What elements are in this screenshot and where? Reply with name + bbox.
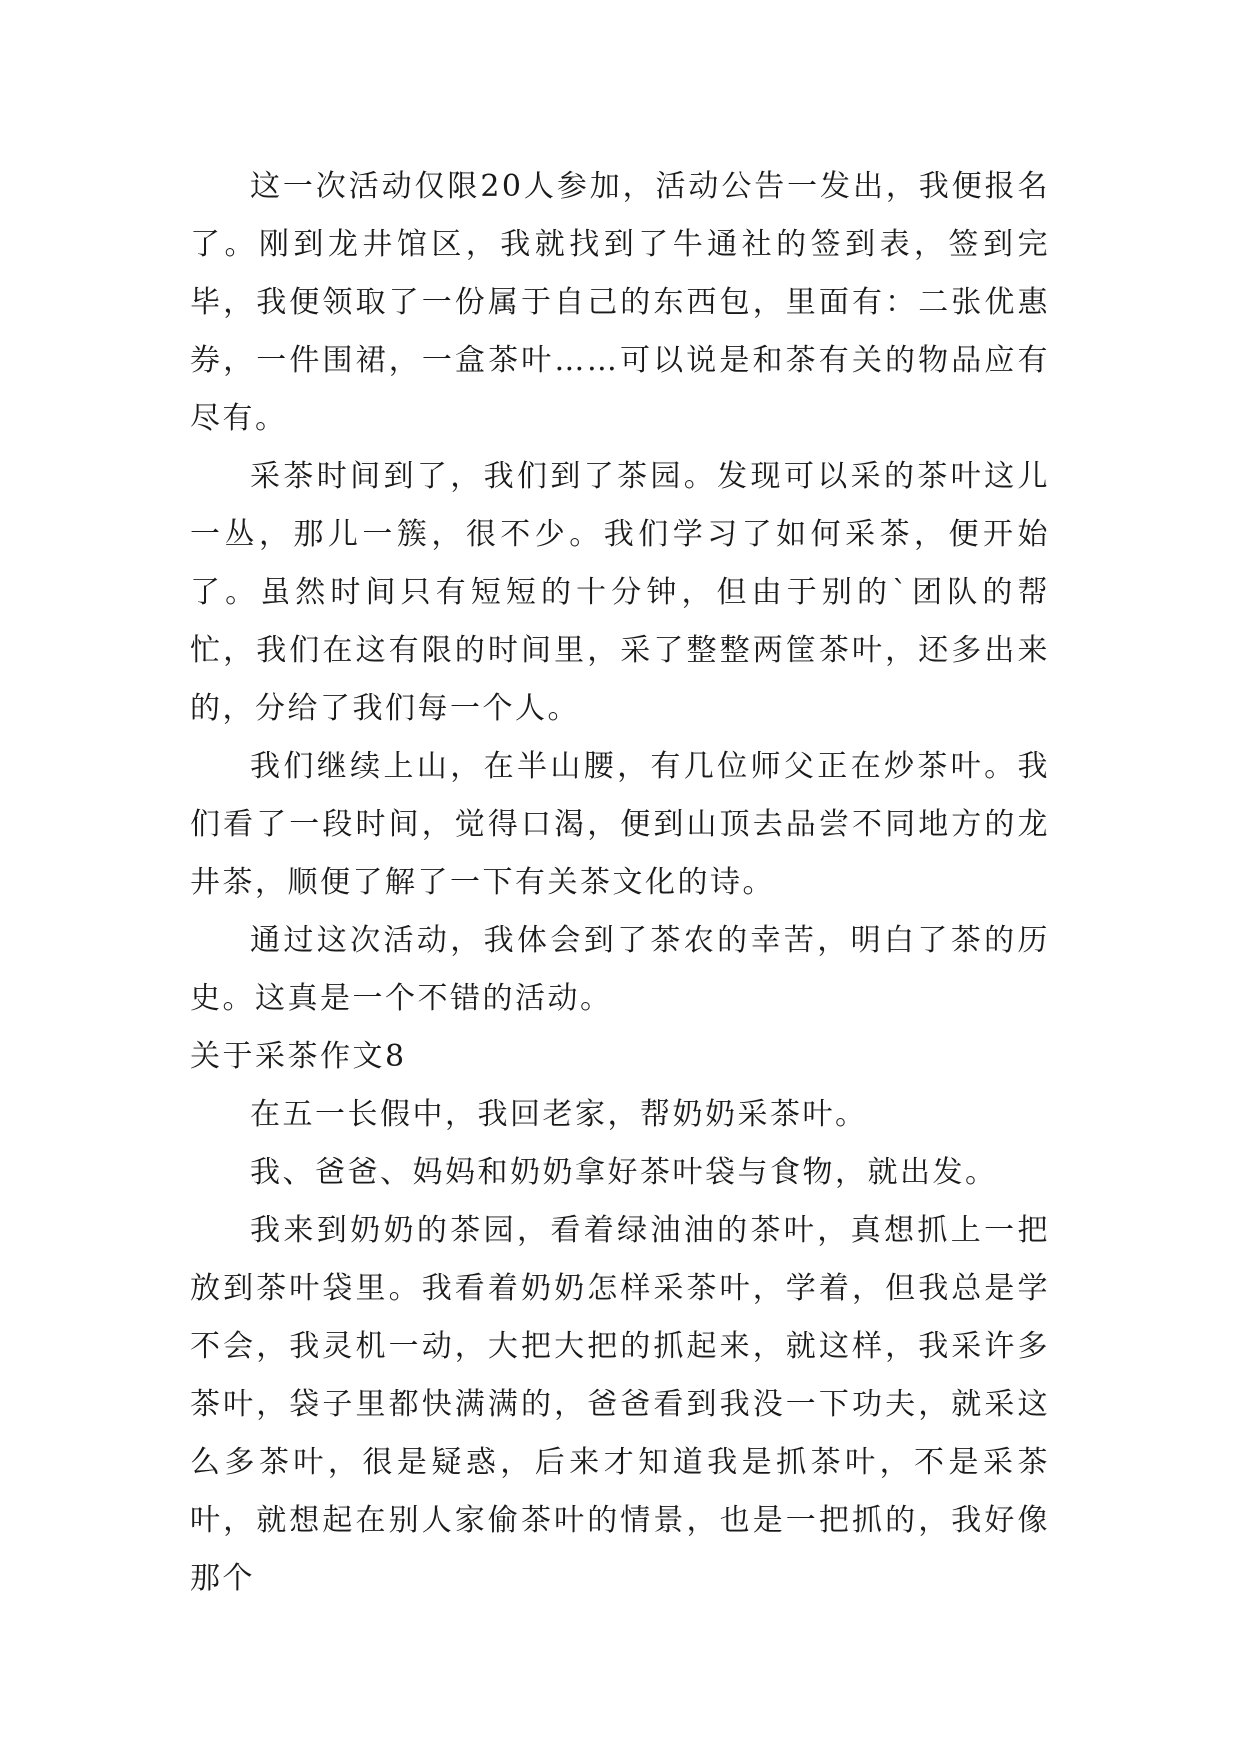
paragraph: 通过这次活动，我体会到了茶农的幸苦，明白了茶的历史。这真是一个不错的活动。 (190, 923, 1050, 1016)
paragraph: 采茶时间到了，我们到了茶园。发现可以采的茶叶这儿一丛，那儿一簇，很不少。我们学习了如何采茶，便开始了。虽然时间只有短短的十分钟，但由于别的`团队的帮忙，我们在这有限的时间里，采了整整两筐茶叶，还多出来的，分给了我们每一个人。 (190, 459, 1050, 726)
paragraph: 在五一长假中，我回老家，帮奶奶采茶叶。 (250, 1097, 868, 1132)
paragraph: 我来到奶奶的茶园，看着绿油油的茶叶，真想抓上一把放到茶叶袋里。我看着奶奶怎样采茶叶，学着，但我总是学不会，我灵机一动，大把大把的抓起来，就这样，我采许多茶叶，袋子里都快满满的，爸爸看到我没一下功夫，就采这么多茶叶，很是疑惑，后来才知道我是抓茶叶，不是采茶叶，就想起在别人家偷茶叶的情景，也是一把抓的，我好像那个 (190, 1213, 1050, 1596)
section-heading: 关于采茶作文8 (190, 1039, 407, 1074)
paragraph: 我、爸爸、妈妈和奶奶拿好茶叶袋与食物，就出发。 (250, 1155, 998, 1190)
paragraph: 这一次活动仅限20人参加，活动公告一发出，我便报名了。刚到龙井馆区，我就找到了牛通社的签到表，签到完毕，我便领取了一份属于自己的东西包，里面有：二张优惠券，一件围裙，一盒茶叶……可以说是和茶有关的物品应有尽有。 (190, 169, 1050, 436)
paragraph: 我们继续上山，在半山腰，有几位师父正在炒茶叶。我们看了一段时间，觉得口渴，便到山顶去品尝不同地方的龙井茶，顺便了解了一下有关茶文化的诗。 (190, 749, 1050, 900)
document-body (190, 158, 1050, 1608)
